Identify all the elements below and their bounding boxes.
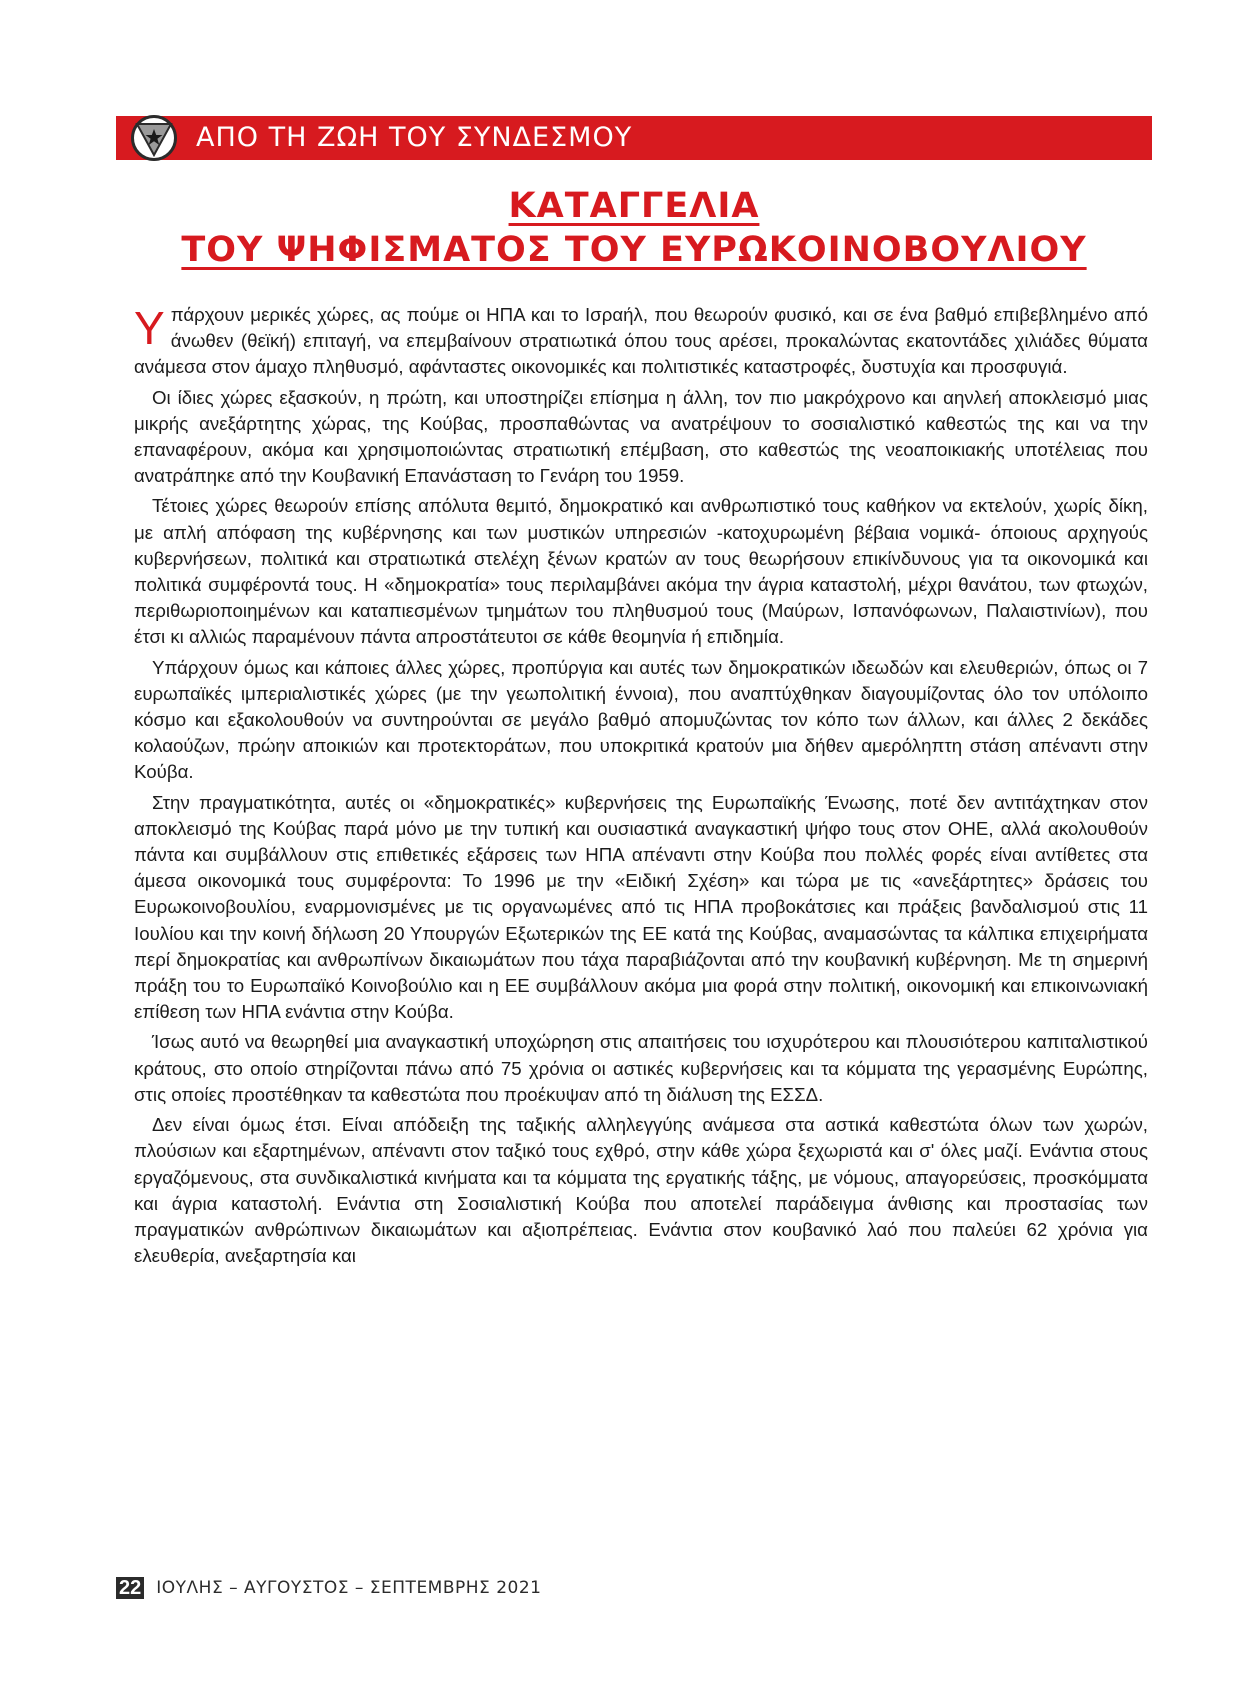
star-emblem-icon [131, 115, 177, 161]
paragraph-2: Οι ίδιες χώρες εξασκούν, η πρώτη, και υποστηρίζει επίσημα η άλλη, τον πιο μακρόχρονο και αηνλεή αποκλεισμό μιας μικρής ανεξάρτητης χώρας, της Κούβας, προσπαθώντας να ανατρέψουν το σοσιαλιστικό καθεστώς της και να την επαναφέρουν, ακόμα και χρησιμοποιώντας στρατιωτική επέμβαση, στο καθεστώς της νεοαποικιακής υποτέλειας που ανατράπηκε από την Κουβανική Επανάσταση το Γενάρη του 1959. [134, 386, 1148, 487]
drop-cap: Υ [134, 302, 165, 354]
article-title [116, 184, 1152, 272]
issue-date: ΙΟΥΛΗΣ – ΑΥΓΟΥΣΤΟΣ – ΣΕΠΤΕΜΒΡΗΣ 2021 [156, 1578, 542, 1598]
paragraph-6: Ίσως αυτό να θεωρηθεί μια αναγκαστική υποχώρηση στις απαιτήσεις του ισχυρότερου και πλουσιότερου καπιταλιστικού κράτους, στο οποίο στηρίζονται πάνω από 75 χρόνια οι αστικές κυβερνήσεις και τα κόμματα της γερασμένης Ευρώπης, στις οποίες προστέθηκαν τα καθεστώτα που προέκυψαν από τη διάλυση της ΕΣΣΔ. [134, 1031, 1148, 1105]
paragraph-1 [134, 302, 1148, 381]
title-line-1: ΚΑΤΑΓΓΕΛΙΑ [508, 186, 760, 226]
paragraph-text: πάρχουν μερικές χώρες, ας πούμε οι ΗΠΑ και το Ισραήλ, που θεωρούν φυσικό, και σε ένα βαθμό επιβεβλημένο από άνωθεν (θεϊκή) επιταγή, να επεμβαίνουν στρατιωτικά όπου τους αρέσει, προκαλώντας εκατοντάδες χιλιάδες θύματα ανάμεσα στον άμαχο πληθυσμό, αφάνταστες οικονομικές και πολιτιστικές καταστροφές, δυστυχία και προσφυγιά. [134, 304, 1148, 378]
page-number: 22 [116, 1577, 144, 1599]
section-label: ΑΠΟ ΤΗ ΖΩΗ ΤΟΥ ΣΥΝΔΕΣΜΟΥ [196, 122, 633, 153]
paragraph-5: Στην πραγματικότητα, αυτές οι «δημοκρατικές» κυβερνήσεις της Ευρωπαϊκής Ένωσης, ποτέ δεν αντιτάχτηκαν στον αποκλεισμό της Κούβας παρά μόνο με την τυπική και ουσιαστικά αναγκαστική ψήφο τους στον ΟΗΕ, αλλά ακολουθούν πάντα και συμβάλλουν στις επιθετικές εξάρσεις των ΗΠΑ απέναντι στην Κούβα που πολλές φορές είναι αντίθετες στα άμεσα οικονομικά τους συμφέροντα: Το 1996 με την «Ειδική Σχέση» και τώρα με τις «ανεξάρτητες» δράσεις του Ευρωκοινοβουλίου, εναρμονισμένες με τις οργανωμένες από τις ΗΠΑ προβοκάτσιες και πράξεις βανδαλισμού στις 11 Ιουλίου και την κοινή δήλωση 20 Υπουργών Εξωτερικών της ΕΕ κατά της Κούβας, αναμασώντας τα κάλπικα επιχειρήματα περί δημοκρατίας και ανθρωπίνων δικαιωμάτων που τάχα παραβιάζονται από την κουβανική κυβέρνηση. Με τη σημερινή πράξη του το Ευρωπαϊκό Κοινοβούλιο και η ΕΕ συμβάλλουν ακόμα μια φορά στην πολιτική, οικονομική και επικοινωνιακή επίθεση των ΗΠΑ ενάντια στην Κούβα. [134, 791, 1148, 1023]
title-line-2: ΤΟΥ ΨΗΦΙΣΜΑΤΟΣ ΤΟΥ ΕΥΡΩΚΟΙΝΟΒΟΥΛΙΟΥ [181, 230, 1087, 270]
paragraph-4: Υπάρχουν όμως και κάποιες άλλες χώρες, προπύργια και αυτές των δημοκρατικών ιδεωδών και ελευθεριών, όπως οι 7 ευρωπαϊκές ιμπεριαλιστικές χώρες (με την γεωπολιτική έννοια), που αναπτύχθηκαν διαγουμίζοντας όλο τον υπόλοιπο κόσμο και εξακολουθούν να συντηρούνται σε μεγάλο βαθμό απομυζώντας τον κόπο των άλλων, και άλλες 2 δεκάδες κολαούζων, πρώην αποικιών και προτεκτοράτων, που υποκριτικά κρατούν μια δήθεν αμερόληπτη στάση απέναντι στην Κούβα. [134, 656, 1148, 783]
page-footer [116, 1576, 541, 1600]
paragraph-3: Τέτοιες χώρες θεωρούν επίσης απόλυτα θεμιτό, δημοκρατικό και ανθρωπιστικό τους καθήκον να εκτελούν, χωρίς δίκη, με απλή απόφαση της κυβέρνησης και των μυστικών υπηρεσιών -κατοχυρωμένη βέβαια νομικά- όποιους αρχηγούς κυβερνήσεων, πολιτικά και στρατιωτικά στελέχη ξένων κρατών αν τους θεωρήσουν επικίνδυνους για τα οικονομικά και πολιτικά συμφέροντά τους. Η «δημοκρατία» τους περιλαμβάνει ακόμα την άγρια καταστολή, μέχρι θανάτου, των φτωχών, περιθωριοποιημένων και καταπιεσμένων τμημάτων του πληθυσμού τους (Μαύρων, Ισπανόφωνων, Παλαιστινίων), που έτσι κι αλλιώς παραμένουν πάντα απροστάτευτοι σε κάθε θεομηνία ή επιδημία. [134, 495, 1148, 648]
paragraph-7: Δεν είναι όμως έτσι. Είναι απόδειξη της ταξικής αλληλεγγύης ανάμεσα στα αστικά καθεστώτα όλων των χωρών, πλούσιων και εξαρτημένων, απέναντι στον ταξικό τους εχθρό, στην κάθε χώρα ξεχωριστά και σ' όλες μαζί. Ενάντια στους εργαζόμενους, στα συνδικαλιστικά κινήματα και τα κόμματα της εργατικής τάξης, με νόμους, απαγορεύσεις, προσκόμματα και άγρια καταστολή. Ενάντια στη Σοσιαλιστική Κούβα που αποτελεί παράδειγμα άνθισης και προστασίας των πραγματικών ανθρώπινων δικαιωμάτων και αξιοπρέπειας. Ενάντια στον κουβανικό λαό που παλεύει 62 χρόνια για ελευθερία, ανεξαρτησία και [134, 1114, 1148, 1267]
article-body [134, 302, 1148, 1273]
